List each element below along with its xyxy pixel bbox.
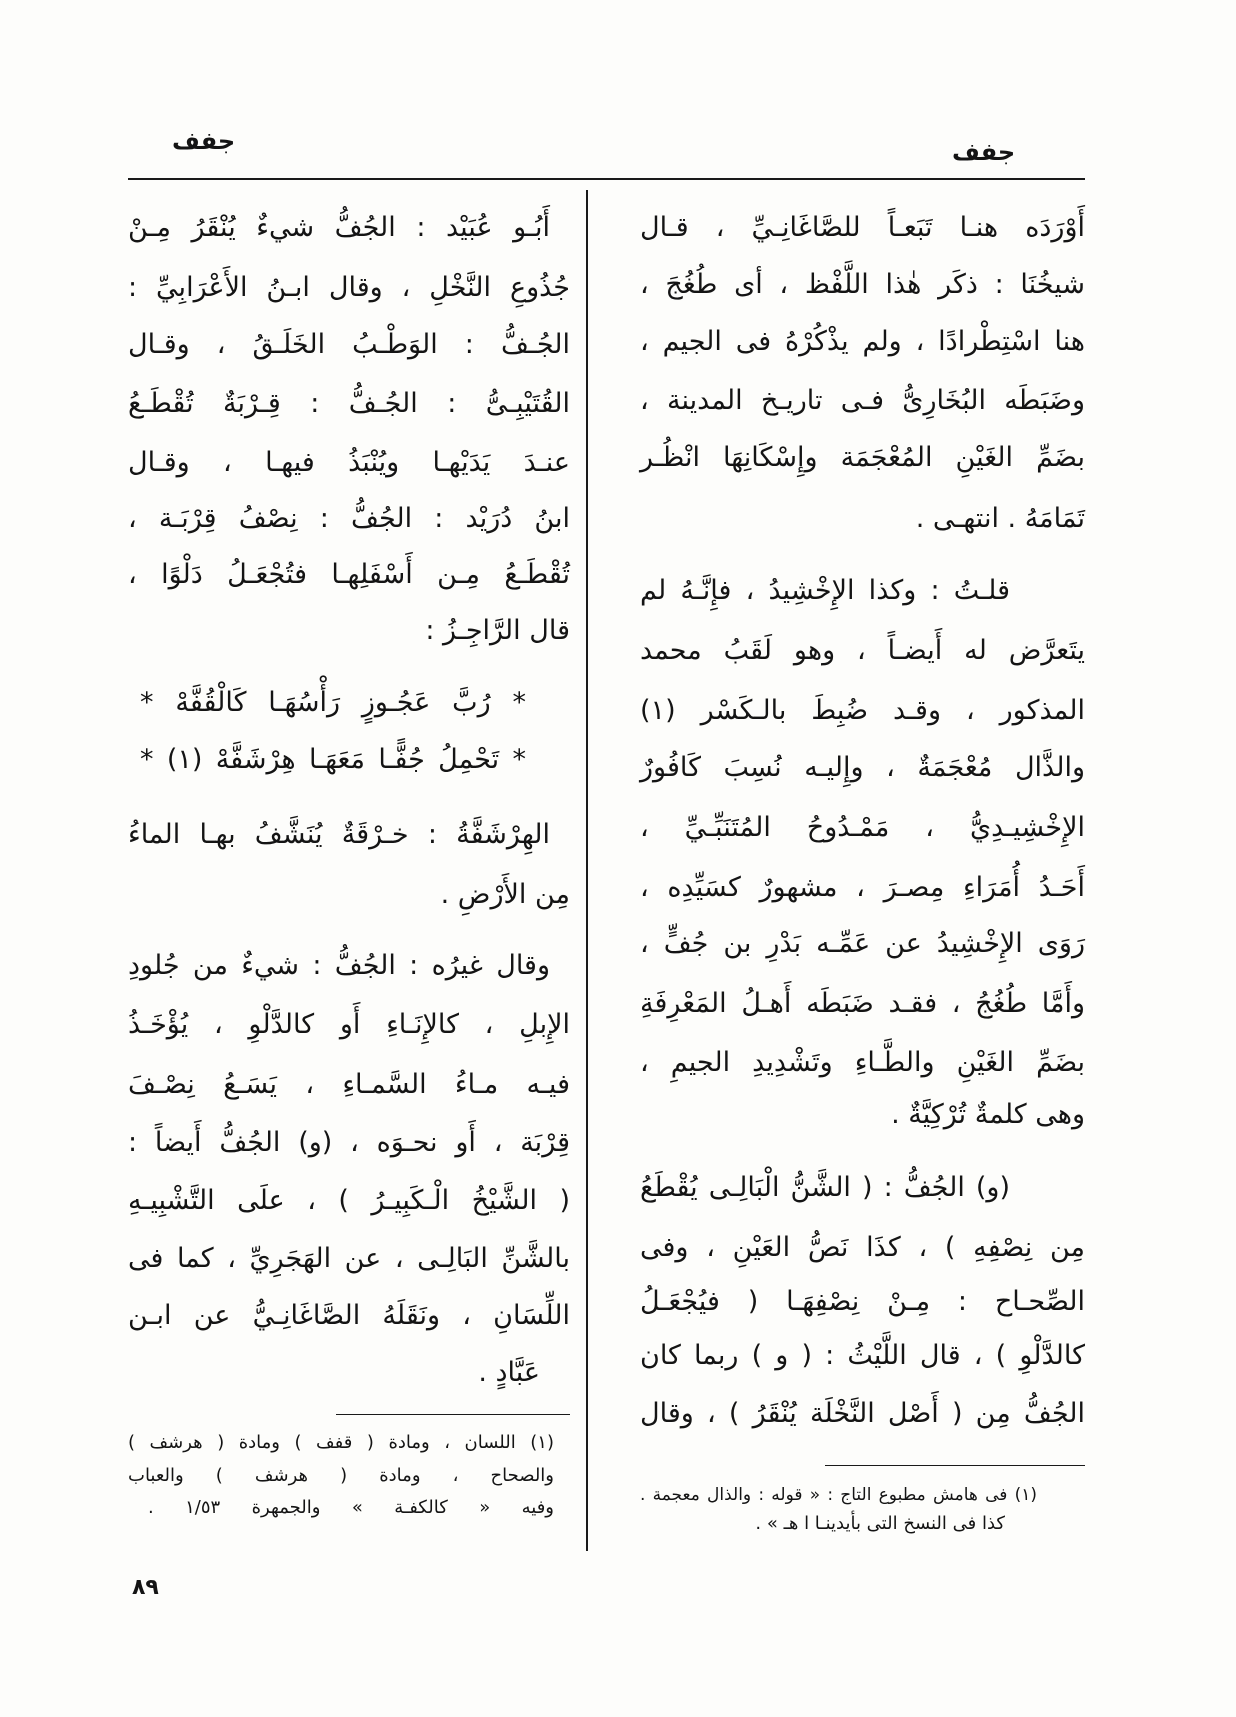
text-line: كالدَّلْوِ ) ، قال اللَّيْثُ : ( و ) ربما كان xyxy=(640,1340,1085,1371)
text-line: الجُـفُّ : الوَطْـبُ الخَلَـقُ ، وقـال xyxy=(128,329,570,360)
text-line: المذكور ، وقـد ضُبِطَ بالـكَسْر (١) xyxy=(640,695,1085,726)
footnote-line: (١) اللسان ، ومادة ( قفف ) ومادة ( هرشف ) xyxy=(128,1432,554,1453)
text-line: تَمَامَهُ . انتهـى . xyxy=(915,503,1085,534)
text-line: مِن الأَرْضِ . xyxy=(440,879,570,910)
text-line: قال الرَّاجِـزُ : xyxy=(425,615,570,646)
text-line: ( الشَّيْخُ الْـكَبِيـرُ ) ، علَى التَّشْبِيـهِ xyxy=(128,1185,570,1216)
footnote-line: والصحاح ، ومادة ( هرشف ) والعباب xyxy=(128,1465,554,1486)
text-line: وأَمَّا طُغُجُ ، فقـد ضَبَطَه أَهـلُ المَعْرِفَةِ xyxy=(640,988,1085,1019)
text-line: قلـتُ : وكذا الإِخْشِيدُ ، فإِنَّـهُ لم xyxy=(640,575,1010,606)
text-line: القُتَيْبِـىُّ : الجُـفُّ : قِـرْبَةٌ تُقْطَـعُ xyxy=(128,388,570,419)
text-line: أَبُـو عُبَيْد : الجُفُّ شيءٌ يُنْقَرُ مِـنْ xyxy=(128,212,550,243)
text-line: الهِرْشَفَّةُ : خـرْقَةٌ يُنَشَّفُ بهـا الماءُ xyxy=(128,819,550,850)
text-line: أَوْرَدَه هنـا تَبَعـاً للصَّاغَانِـيِّ ، قـال xyxy=(640,212,1085,243)
text-line: جُذُوعِ النَّخْلِ ، وقال ابـنُ الأَعْرَابِيِّ : xyxy=(128,272,570,303)
page-number: ٨٩ xyxy=(132,1575,159,1600)
text-line: اللِّسَانِ ، ونَقَلَهُ الصَّاغَانِـيُّ عن ابـن xyxy=(128,1300,570,1331)
text-line: عَبَّادٍ . xyxy=(478,1357,540,1388)
text-line: الصِّحـاح : مِـنْ نِصْفِهَـا ( فيُجْعَـلُ xyxy=(640,1286,1085,1317)
text-line: رَوَى الإِخْشِيدُ عن عَمِّـه بَدْرِ بن جُفٍّ ، xyxy=(640,928,1085,959)
text-line: أَحَـدُ أُمَرَاءِ مِصـرَ ، مشهورٌ كسَيِّدِه ، xyxy=(640,872,1085,903)
text-line: بضَمِّ الغَيْنِ المُعْجَمَة وإِسْكَانِهَا انْظُـر xyxy=(640,442,1085,473)
text-line: الجُفُّ مِن ( أَصْل النَّخْلَة يُنْقَرُ ) ، وقال xyxy=(640,1398,1085,1429)
text-line: بالشَّنِّ البَالِـى ، عن الهَجَرِيِّ ، كما فى xyxy=(128,1243,570,1274)
text-line: الإِخْشِيـدِيُّ ، مَمْـدُوحُ المُتَنَبِّـيِّ ، xyxy=(640,812,1085,843)
text-line: ابنُ دُرَيْد : الجُفُّ : نِصْفُ قِرْبَـة ، xyxy=(128,503,570,534)
verse-line: * تَحْمِلُ جُفًّـا مَعَهَـا هِرْشَفَّهْ (١) * xyxy=(140,744,526,775)
footnote-line: (١) فى هامش مطبوع التاج : « قوله : والذال معجمة . xyxy=(640,1485,1037,1505)
verse-line: * رُبَّ عَجُـوزٍ رَأْسُهَـا كَالْقُفَّهْ * xyxy=(140,687,526,718)
text-line: وقال غيرُه : الجُفُّ : شيءٌ من جُلودِ xyxy=(128,950,550,981)
text-line: وضَبَطَه البُخَارِىُّ فـى تاريـخ المدينة ، xyxy=(640,385,1085,416)
text-line: قِرْبَة ، أَو نحـوَه ، (و) الجُفُّ أَيضاً : xyxy=(128,1127,570,1158)
text-line: وهى كلمةٌ تُرْكِيَّةٌ . xyxy=(891,1099,1085,1130)
text-line: عنـدَ يَدَيْهـا ويُنْبَذُ فيهـا ، وقـال xyxy=(128,447,570,478)
right-column xyxy=(640,0,1085,1717)
footnote-line: كذا فى النسخ التى بأيدينـا ا هـ » . xyxy=(755,1513,1005,1534)
text-line: (و) الجُفُّ : ( الشَّنُّ الْبَالِـى يُقْطَعُ xyxy=(640,1172,1010,1203)
running-head-right: جفف xyxy=(952,138,1016,166)
text-line: هنا اسْتِطْرادًا ، ولم يذْكُرْهُ فى الجيم ، xyxy=(640,326,1085,357)
left-column xyxy=(128,0,570,1717)
running-head-left: جفف xyxy=(172,127,236,155)
footnote-line: وفيه « كالكفـة » والجمهرة ١/٥٣ . xyxy=(148,1497,554,1518)
text-line: تُقْطَـعُ مِـن أَسْفَلِهـا فتُجْعَـلُ دَلْوًا ، xyxy=(128,559,570,590)
text-line: مِن نِصْفِهِ ) ، كذَا نَصُّ العَيْنِ ، وفى xyxy=(640,1232,1085,1263)
text-line: شيخُنَا : ذكَر هٰذا اللَّفْظ ، أى طُغُجَ ، xyxy=(640,269,1085,300)
text-line: يتَعرَّض له أَيضـاً ، وهو لَقَبُ محمد xyxy=(640,635,1085,666)
text-line: بضَمِّ الغَيْنِ والطَّـاءِ وتَشْدِيدِ الجيمِ ، xyxy=(640,1047,1085,1078)
text-line: والذَّال مُعْجَمَةٌ ، وإِليـه نُسِبَ كَافُورٌ xyxy=(640,752,1085,783)
text-line: الإِبلِ ، كالإِنَـاءِ أَو كالدَّلْوِ ، يُؤْخَـذُ xyxy=(128,1009,570,1040)
column-divider xyxy=(586,190,588,1551)
text-line: فيـه مـاءُ السَّمـاءِ ، يَسَـعُ نِصْـفَ xyxy=(128,1069,570,1100)
